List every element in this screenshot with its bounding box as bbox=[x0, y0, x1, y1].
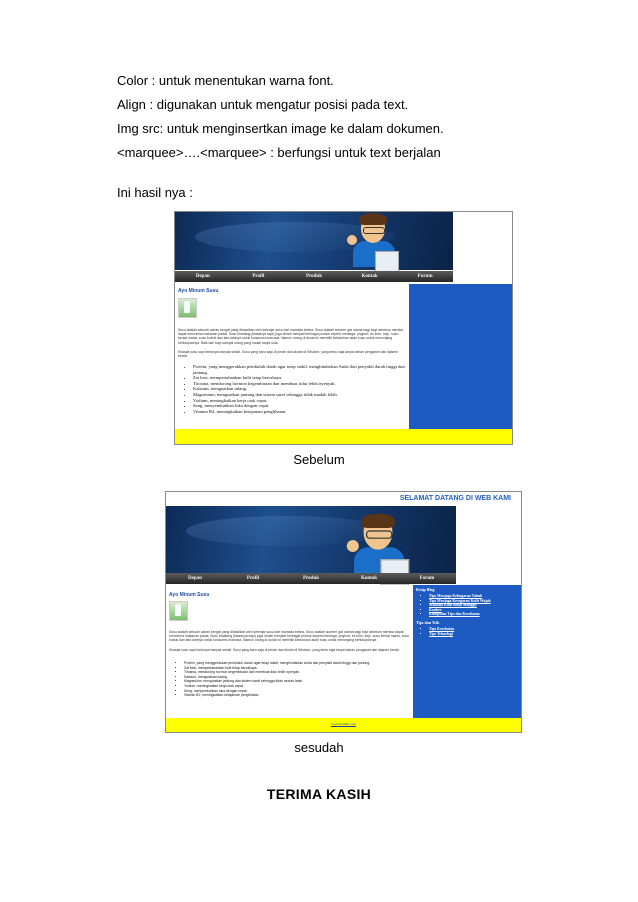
nav-item-profil[interactable]: Profil bbox=[246, 576, 260, 581]
sidebar-heading-tips: Tips dan Trik bbox=[416, 620, 440, 625]
text-line-imgsrc: Img src: untuk menginsertkan image ke dalam dokumen. bbox=[117, 121, 444, 136]
banner bbox=[166, 506, 456, 578]
list-item: • Seng, menyembuhkan luka dengan cepat. bbox=[184, 689, 416, 694]
milk-glass-icon bbox=[169, 601, 188, 621]
list-item: • Vitamin B2, meningkatkan ketajaman penglihatan. bbox=[184, 693, 416, 698]
sidebar-link[interactable]: ▪ Tips Menjaga Kebugaran Tubuh bbox=[429, 594, 522, 599]
sidebar bbox=[409, 284, 512, 429]
sidebar-heading-blog: Kesip Blog bbox=[416, 587, 435, 592]
footer-link[interactable]: www.freshku.com bbox=[331, 722, 356, 726]
nav-item-produk[interactable]: Produk bbox=[302, 576, 320, 581]
content-title: Ayo Minum Susu bbox=[178, 288, 219, 294]
nav-item-forum[interactable]: Forum bbox=[419, 576, 435, 581]
nav-item-depan[interactable]: Depan bbox=[188, 576, 202, 581]
sidebar-link[interactable]: ▪ Tips Teknologi bbox=[429, 632, 522, 637]
intro-paragraph: Susu adalah sebuah cairan bergizi yang dihasilkan oleh kelenjar susu dari mamalia betina. Susu adalah sumber gizi utama bagi bayi sebelum mereka dapat mencerna makanan padat. Susu binatang (biasanya sapi) juga diolah menjadi berbagai produk seperti mentega, yoghurt, es krim, keju, susu kental manis, susu bubuk dan lain-lainnya untuk konsumsi manusia. Namun orang di dunia ini memiliki kebutuhan akan susu untuk menunjang kehidupannya. bbox=[169, 630, 409, 643]
list-item: • Magnesium, menguatkan jantung dan sistem saraf sehingga tidak mudah lelah. bbox=[193, 392, 411, 398]
second-paragraph: Khasiat susu sapi tentunya banyak sekali. Susu yang baru saja di perah dan diolah di Wisdom, yang tentu saja tanpa bahan pengawet dan dijamin bersih. bbox=[169, 648, 401, 652]
sidebar-link[interactable]: ▪ Tips Kesehatan bbox=[429, 627, 522, 632]
result-label: Ini hasil nya : bbox=[117, 185, 193, 200]
list-item: • Tirosina, mendorong hormon kegembiraan dan membuat tidur lebih nyenyak. bbox=[193, 381, 411, 387]
sidebar-link[interactable]: ▪ Kanker bbox=[429, 608, 522, 613]
intro-paragraph: Susu adalah sebuah cairan bergizi yang dihasilkan oleh kelenjar susu dari mamalia betina. Susu adalah sumber gizi utama bagi bayi sebelum mereka dapat mencerna makanan padat. Susu binatang (biasanya sapi) juga diolah menjadi berbagai produk seperti mentega, yoghurt, es krim, keju, susu kental manis, susu bubuk dan lain-lainnya untuk konsumsi manusia. Namun orang di dunia ini memiliki kebutuhan akan susu untuk menunjang kehidupannya. Baik dari bayi sampai orang yang sudah lanjut usia. bbox=[178, 328, 404, 345]
list-item: • Yodium, meningkatkan kerja otak cepat. bbox=[193, 398, 411, 404]
sidebar-list-blog bbox=[421, 594, 522, 617]
content-area bbox=[166, 585, 413, 718]
second-paragraph: Khasiat susu sapi tentunya banyak sekali. Susu yang baru saja di perah dan diolah di Wisdom, yang tentu saja tanpa bahan pengawet dan dijamin bersih. bbox=[178, 350, 398, 359]
list-item: • Kalsium, menguatkan tulang. bbox=[184, 675, 416, 680]
list-item: • Kalsium, menguatkan tulang. bbox=[193, 386, 411, 392]
list-item: • Magnesium, menguatkan jantung dan sistem saraf sehingga tidak mudah lelah. bbox=[184, 679, 416, 684]
screenshot-after bbox=[165, 491, 522, 733]
list-item: • Yodium, meningkatkan kerja otak cepat. bbox=[184, 684, 416, 689]
sidebar-link[interactable]: ▪ Kumpulan Tips dan Kesehatan bbox=[429, 612, 522, 617]
nav-bar bbox=[166, 573, 456, 584]
screenshot-before bbox=[174, 211, 513, 445]
text-line-marquee: <marquee>….<marquee> : berfungsi untuk text berjalan bbox=[117, 145, 441, 160]
sidebar bbox=[413, 585, 521, 718]
nav-item-depan[interactable]: Depan bbox=[195, 274, 210, 279]
list-item: • Zat besi, mempertahankan kulit tetap bercahaya. bbox=[184, 666, 416, 671]
content-title: Ayo Minum Susu bbox=[169, 592, 210, 598]
footer bbox=[175, 429, 512, 444]
list-item: • Zat besi, mempertahankan kulit tetap bercahaya. bbox=[193, 375, 411, 381]
list-item: • Tirosina, mendorong hormon kegembiraan dan membuat tidur lebih nyenyak. bbox=[184, 670, 416, 675]
nav-item-kontak[interactable]: Kontak bbox=[360, 576, 378, 581]
list-item: • Protein, yang menggerakkan pembuluh darah agar tetap stabil, menghindarkan Anda dari penyakit darah tinggi dan jantung. bbox=[193, 364, 411, 375]
welcome-marquee: SELAMAT DATANG DI WEB KAMI bbox=[399, 495, 511, 502]
list-item: • Protein, yang menggerakkan pembuluh darah agar tetap stabil, menghindarkan Anda dari penyakit darah tinggi dan jantung. bbox=[184, 661, 416, 666]
list-item: • Vitamin B2, meningkatkan ketajaman penglihatan. bbox=[193, 409, 411, 415]
benefit-list bbox=[183, 364, 411, 414]
benefit-list bbox=[174, 661, 416, 698]
nav-item-kontak[interactable]: Kontak bbox=[361, 274, 378, 279]
text-line-color: Color : untuk menentukan warna font. bbox=[117, 73, 334, 88]
milk-glass-icon bbox=[178, 298, 197, 318]
nav-item-profil[interactable]: Profil bbox=[252, 274, 265, 279]
text-line-align: Align : digunakan untuk mengatur posisi pada text. bbox=[117, 97, 409, 112]
list-item: • Seng, menyembuhkan luka dengan cepat. bbox=[193, 403, 411, 409]
nav-bar bbox=[175, 271, 453, 282]
banner bbox=[175, 212, 453, 270]
caption-after: sesudah bbox=[294, 740, 344, 755]
caption-before: Sebelum bbox=[293, 452, 345, 467]
sidebar-list-tips bbox=[421, 627, 522, 636]
nav-item-produk[interactable]: Produk bbox=[305, 274, 322, 279]
sidebar-link[interactable]: ▪ Tips Menjaga Kesegaran Kulit Wajah bbox=[429, 599, 522, 604]
sidebar-link[interactable]: ▪ Manfaat Kulit Buah Manggis bbox=[429, 603, 522, 608]
content-area bbox=[175, 284, 409, 429]
nav-item-forum[interactable]: Forum bbox=[417, 274, 433, 279]
closing-title: TERIMA KASIH bbox=[266, 786, 372, 802]
footer bbox=[166, 718, 521, 732]
